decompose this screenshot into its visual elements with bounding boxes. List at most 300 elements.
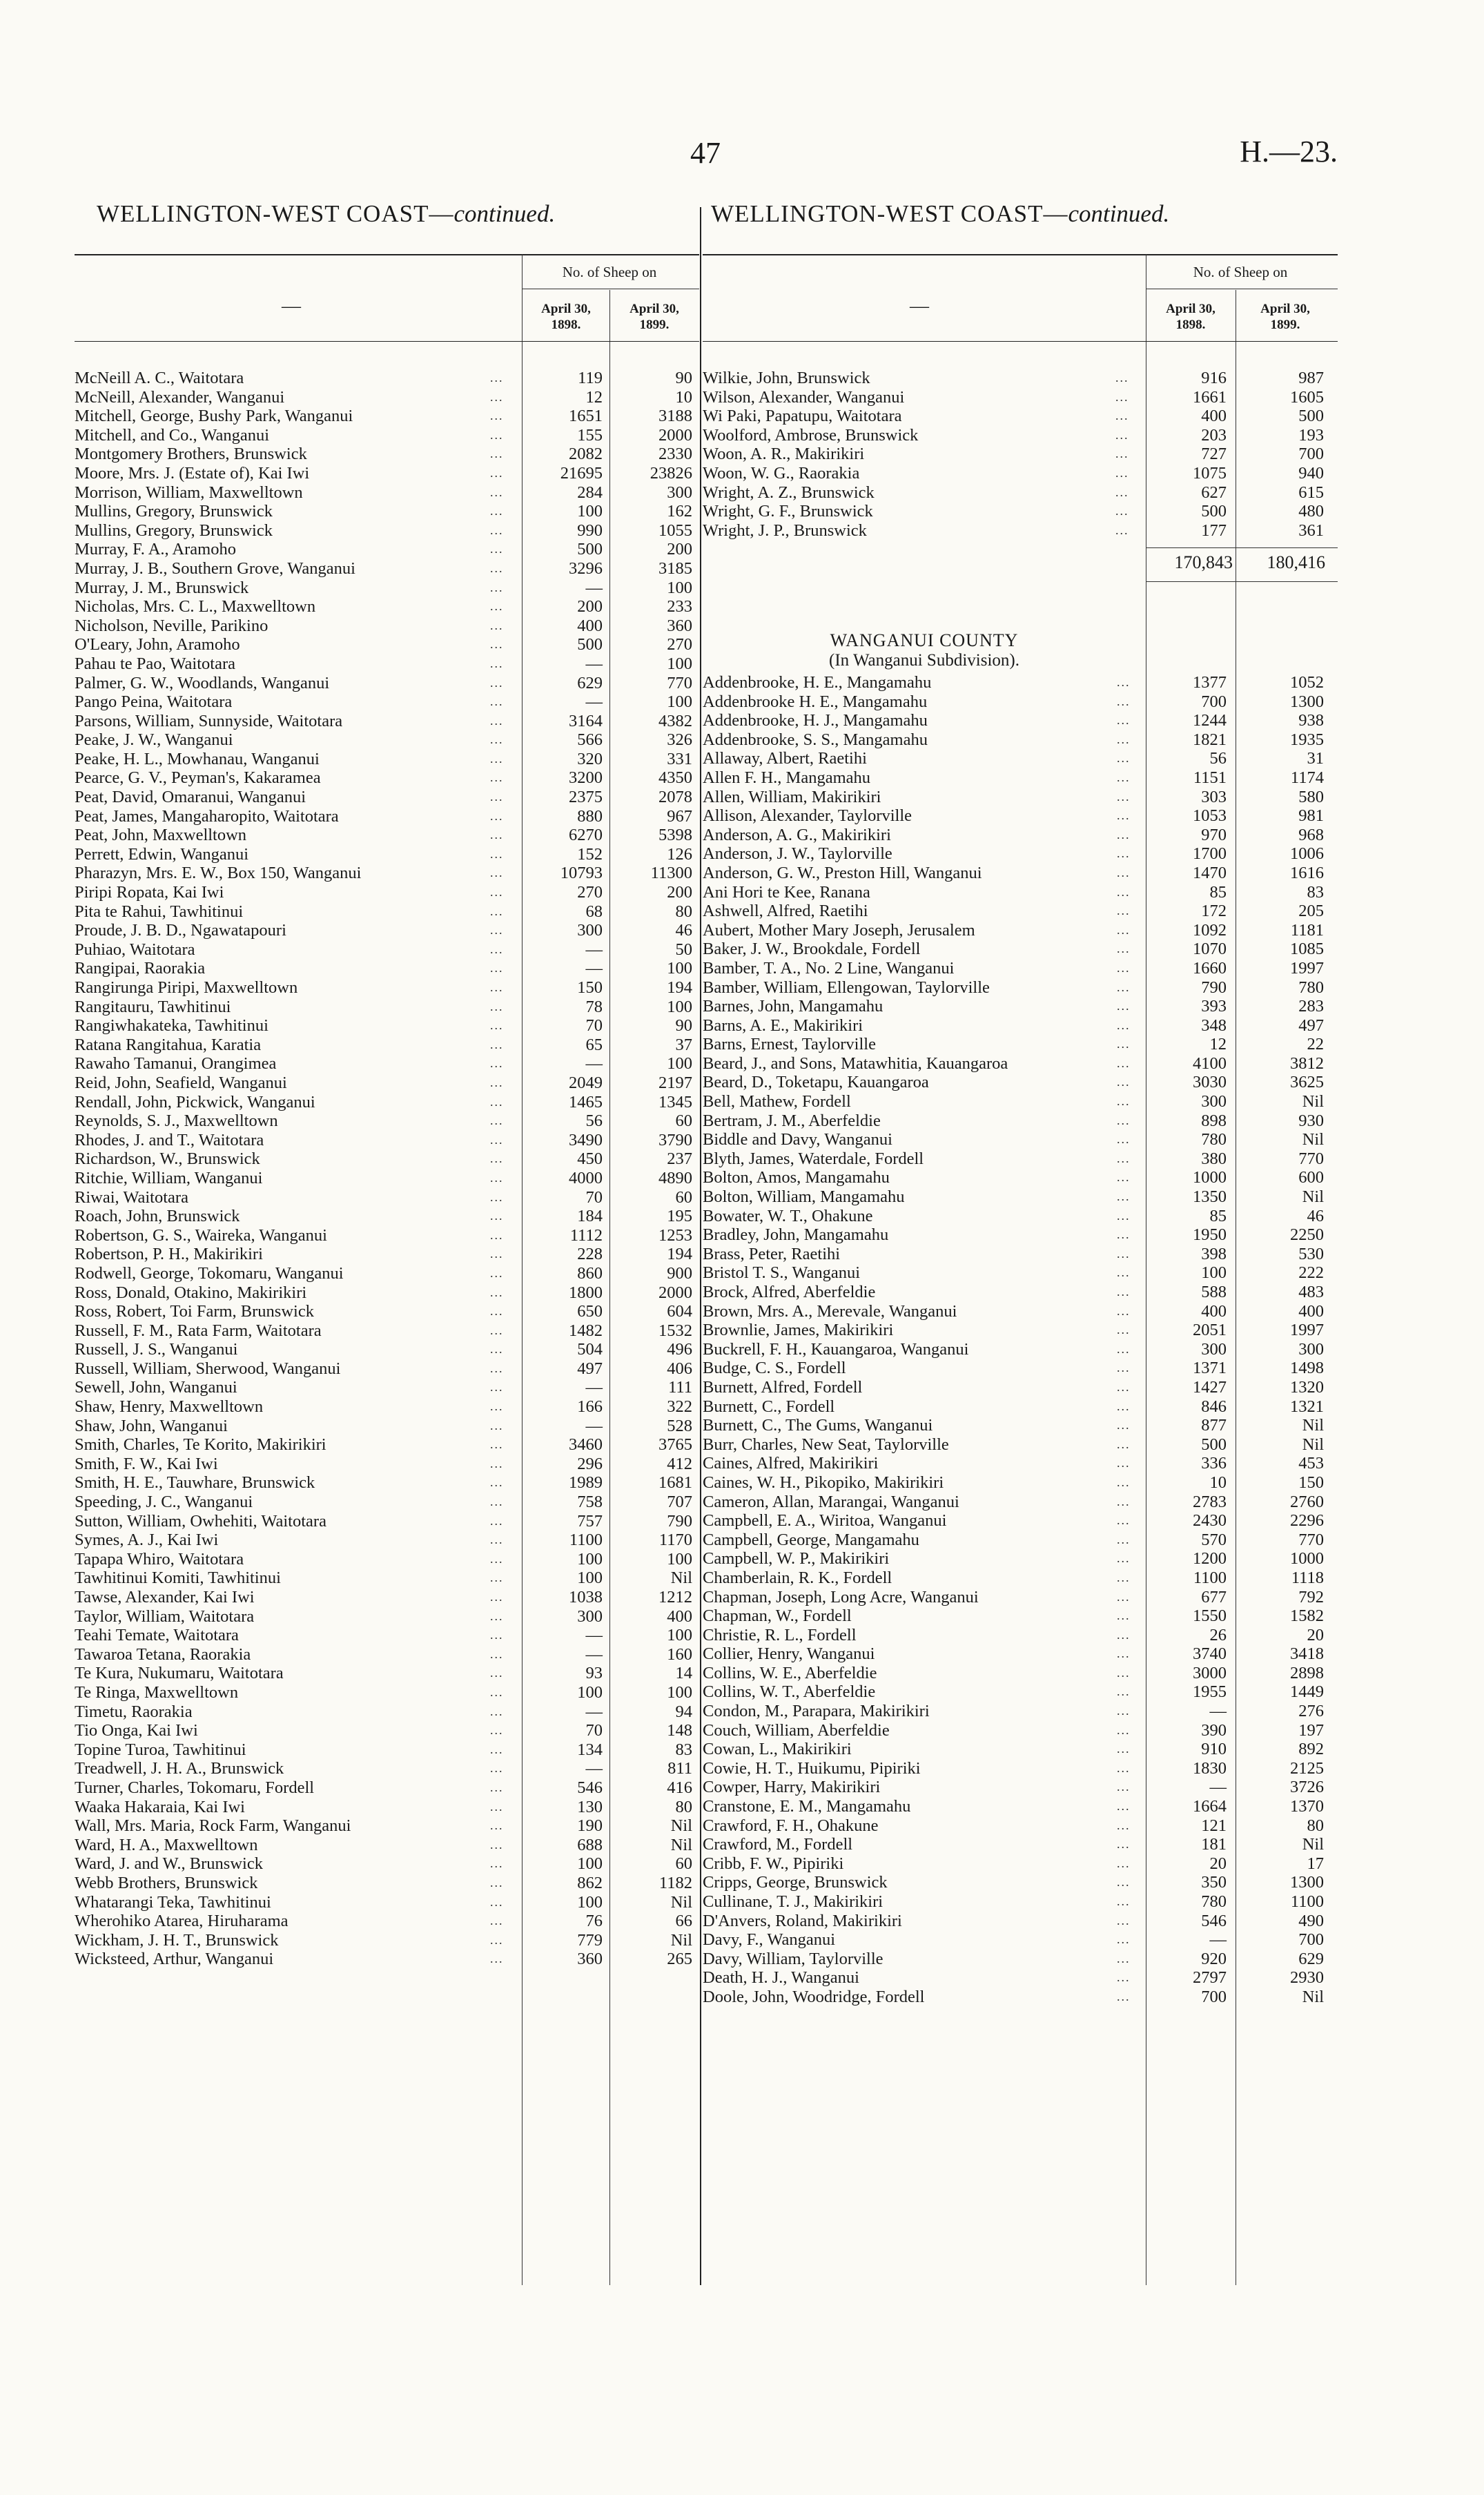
sheep-1899: 83 bbox=[675, 1740, 692, 1759]
owner-name: Taylor, William, Waitotara bbox=[75, 1606, 255, 1626]
owner-name: Condon, M., Parapara, Makirikiri bbox=[703, 1702, 930, 1721]
right-heading bbox=[711, 200, 1169, 228]
table-row bbox=[75, 597, 699, 617]
sheep-1899: 2000 bbox=[658, 1283, 692, 1302]
sheep-1899: 237 bbox=[667, 1149, 692, 1169]
table-row bbox=[703, 1950, 1338, 1969]
sheep-1899: 17 bbox=[1307, 1854, 1324, 1873]
sheep-1898: 78 bbox=[585, 997, 603, 1016]
leader-dots: ... bbox=[490, 1209, 504, 1223]
owner-name: Davy, William, Taylorville bbox=[703, 1949, 883, 1968]
table-row bbox=[703, 388, 1338, 407]
sheep-1899: 22 bbox=[1307, 1035, 1324, 1054]
right-total-1898: 170,843 bbox=[1174, 552, 1233, 572]
left-heading bbox=[97, 200, 555, 228]
owner-name: Ward, H. A., Maxwelltown bbox=[75, 1835, 258, 1854]
table-row bbox=[75, 1626, 699, 1645]
owner-name: Smith, F. W., Kai Iwi bbox=[75, 1454, 218, 1473]
table-row bbox=[703, 1778, 1338, 1797]
owner-name: Rhodes, J. and T., Waitotara bbox=[75, 1130, 264, 1149]
owner-name: Parsons, William, Sunnyside, Waitotara bbox=[75, 711, 343, 730]
owner-name: Wicksteed, Arthur, Wanganui bbox=[75, 1950, 274, 1969]
sheep-1898: 780 bbox=[1201, 1130, 1227, 1149]
leader-dots: ... bbox=[490, 1894, 504, 1909]
owner-name: Rangitauru, Tawhitinui bbox=[75, 997, 231, 1016]
sheep-1899: 3790 bbox=[658, 1130, 692, 1149]
leader-dots: ... bbox=[1117, 808, 1131, 823]
sheep-1899: 1321 bbox=[1290, 1397, 1324, 1416]
right-header-dash: — bbox=[910, 295, 929, 317]
sheep-1898: — bbox=[585, 1644, 603, 1664]
sheep-1898: 12 bbox=[585, 387, 603, 407]
sheep-1898: 860 bbox=[577, 1263, 603, 1283]
sheep-1899: 300 bbox=[667, 483, 692, 502]
leader-dots: ... bbox=[1117, 827, 1131, 842]
table-row bbox=[703, 1606, 1338, 1626]
owner-name: Collier, Henry, Wanganui bbox=[703, 1644, 875, 1664]
sheep-1899: 90 bbox=[675, 1016, 692, 1036]
table-row bbox=[75, 1874, 699, 1893]
owner-name: Ross, Donald, Otakino, Makirikiri bbox=[75, 1283, 307, 1302]
owner-name: Tawhitinui Komiti, Tawhitinui bbox=[75, 1569, 281, 1588]
leader-dots: ... bbox=[490, 1628, 504, 1642]
sheep-1898: 910 bbox=[1201, 1740, 1227, 1759]
left-table bbox=[75, 254, 699, 2491]
owner-name: Brownlie, James, Makirikiri bbox=[703, 1321, 894, 1340]
table-row bbox=[75, 1550, 699, 1569]
sheep-1899: 811 bbox=[667, 1759, 692, 1778]
sheep-1899: 770 bbox=[667, 673, 692, 692]
owner-name: Russell, F. M., Rata Farm, Waitotara bbox=[75, 1321, 322, 1340]
owner-name: Anderson, G. W., Preston Hill, Wanganui bbox=[703, 863, 982, 882]
owner-name: Bristol T. S., Wanganui bbox=[703, 1263, 861, 1283]
owner-name: Ward, J. and W., Brunswick bbox=[75, 1854, 263, 1874]
leader-dots: ... bbox=[1117, 1818, 1131, 1832]
sheep-1899: 14 bbox=[675, 1664, 692, 1683]
leader-dots: ... bbox=[490, 1323, 504, 1337]
leader-dots: ... bbox=[1117, 1265, 1131, 1280]
sheep-1898: 916 bbox=[1201, 369, 1227, 387]
leader-dots: ... bbox=[1117, 694, 1131, 708]
sheep-1898: 300 bbox=[577, 921, 603, 940]
table-row bbox=[703, 1759, 1338, 1778]
sheep-1898: — bbox=[585, 959, 603, 978]
sheep-1898: 727 bbox=[1201, 445, 1227, 464]
left-heading-italic: continued. bbox=[453, 200, 556, 227]
leader-dots: ... bbox=[1117, 922, 1131, 937]
owner-name: O'Leary, John, Aramoho bbox=[75, 635, 240, 654]
table-row bbox=[75, 1854, 699, 1874]
table-row bbox=[703, 1187, 1338, 1207]
sheep-1899: 1212 bbox=[658, 1588, 692, 1606]
leader-dots: ... bbox=[490, 1818, 504, 1833]
sheep-1899: Nil bbox=[1302, 1435, 1324, 1454]
sheep-1898: 284 bbox=[577, 483, 603, 502]
leader-dots: ... bbox=[490, 465, 504, 480]
leader-dots: ... bbox=[490, 1780, 504, 1794]
table-row bbox=[703, 1912, 1338, 1931]
leader-dots: ... bbox=[490, 1114, 504, 1128]
table-row bbox=[703, 1035, 1338, 1054]
leader-dots: ... bbox=[490, 1685, 504, 1699]
table-row bbox=[75, 768, 699, 788]
sheep-1899: 10 bbox=[675, 387, 692, 407]
table-row bbox=[75, 540, 699, 559]
sheep-1899: 80 bbox=[675, 902, 692, 921]
table-row bbox=[75, 1302, 699, 1321]
table-row bbox=[75, 1607, 699, 1627]
table-row bbox=[703, 1531, 1338, 1550]
sheep-1898: 100 bbox=[577, 1892, 603, 1912]
sheep-1899: Nil bbox=[1302, 1130, 1324, 1149]
sheep-1898: 500 bbox=[577, 635, 603, 654]
sheep-1898: 1955 bbox=[1193, 1682, 1227, 1702]
table-row bbox=[703, 749, 1338, 768]
sheep-1898: — bbox=[1209, 1930, 1227, 1950]
sheep-1899: 66 bbox=[675, 1912, 692, 1931]
sheep-1899: 11300 bbox=[650, 864, 692, 883]
sheep-1898: 390 bbox=[1201, 1720, 1227, 1740]
leader-dots: ... bbox=[490, 808, 504, 823]
table-row bbox=[703, 407, 1338, 426]
leader-dots: ... bbox=[490, 1551, 504, 1566]
leader-dots: ... bbox=[1117, 1190, 1131, 1204]
sheep-1899: Nil bbox=[1302, 1092, 1324, 1111]
sheep-1899: Nil bbox=[670, 1569, 692, 1588]
table-row bbox=[703, 806, 1338, 826]
sheep-1899: 60 bbox=[675, 1187, 692, 1207]
leader-dots: ... bbox=[1117, 1361, 1131, 1375]
sheep-1898: 1427 bbox=[1193, 1377, 1227, 1397]
sheep-1899: 31 bbox=[1307, 749, 1324, 768]
table-row bbox=[703, 521, 1338, 541]
right-header-col1: April 30, 1898. bbox=[1166, 302, 1215, 332]
table-row bbox=[75, 502, 699, 521]
owner-name: Blyth, James, Waterdale, Fordell bbox=[703, 1149, 924, 1168]
table-row bbox=[703, 1682, 1338, 1702]
owner-name: Moore, Mrs. J. (Estate of), Kai Iwi bbox=[75, 463, 310, 483]
sheep-1898: 3460 bbox=[569, 1435, 603, 1455]
sheep-1899: 981 bbox=[1298, 806, 1324, 826]
sheep-1898: 20 bbox=[1209, 1854, 1227, 1873]
sheep-1899: 3625 bbox=[1290, 1073, 1324, 1092]
sheep-1899: 416 bbox=[667, 1778, 692, 1797]
owner-name: Cripps, George, Brunswick bbox=[703, 1873, 888, 1892]
sheep-1898: 56 bbox=[1209, 749, 1227, 768]
table-row bbox=[75, 1931, 699, 1950]
right-header-rule-bottom bbox=[703, 341, 1338, 342]
owner-name: Addenbrooke H. E., Mangamahu bbox=[703, 692, 928, 711]
table-row bbox=[703, 768, 1338, 788]
leader-dots: ... bbox=[490, 1094, 504, 1109]
sheep-1899: 1052 bbox=[1290, 673, 1324, 692]
sheep-1898: 134 bbox=[577, 1740, 603, 1759]
sheep-1899: Nil bbox=[670, 1892, 692, 1912]
table-row bbox=[75, 1493, 699, 1512]
leader-dots: ... bbox=[490, 1265, 504, 1280]
owner-name: Chapman, W., Fordell bbox=[703, 1606, 852, 1626]
sheep-1898: 3740 bbox=[1193, 1644, 1227, 1664]
sheep-1899: 265 bbox=[667, 1950, 692, 1969]
leader-dots: ... bbox=[490, 1533, 504, 1547]
table-row bbox=[703, 1111, 1338, 1131]
leader-dots: ... bbox=[490, 713, 504, 728]
sheep-1898: 1821 bbox=[1193, 730, 1227, 749]
table-row bbox=[75, 1397, 699, 1417]
sheep-1899: 37 bbox=[675, 1035, 692, 1054]
owner-name: Topine Turoa, Tawhitinui bbox=[75, 1740, 246, 1759]
sheep-1899: 205 bbox=[1298, 902, 1324, 921]
owner-name: Barns, A. E., Makirikiri bbox=[703, 1016, 863, 1035]
table-row bbox=[75, 902, 699, 922]
owner-name: Mitchell, and Co., Wanganui bbox=[75, 425, 270, 445]
leader-dots: ... bbox=[1115, 447, 1129, 461]
sheep-1898: 2783 bbox=[1193, 1492, 1227, 1511]
sheep-1899: 194 bbox=[667, 978, 692, 997]
sheep-1899: 940 bbox=[1298, 463, 1324, 483]
table-row bbox=[75, 635, 699, 654]
column-divider bbox=[700, 207, 701, 2285]
sheep-1899: 968 bbox=[1298, 825, 1324, 844]
sheep-1899: 792 bbox=[1298, 1587, 1324, 1606]
sheep-1898: 779 bbox=[577, 1930, 603, 1950]
sheep-1898: — bbox=[585, 1702, 603, 1721]
leader-dots: ... bbox=[1117, 865, 1131, 880]
sheep-1899: 100 bbox=[667, 1682, 692, 1702]
sheep-1899: 3726 bbox=[1290, 1778, 1324, 1797]
owner-name: Campbell, George, Mangamahu bbox=[703, 1530, 919, 1549]
owner-name: Buckrell, F. H., Kauangaroa, Wanganui bbox=[703, 1339, 969, 1359]
sheep-1899: 453 bbox=[1298, 1454, 1324, 1473]
owner-name: Montgomery Brothers, Brunswick bbox=[75, 445, 307, 464]
table-row bbox=[703, 788, 1338, 807]
sheep-1898: 1053 bbox=[1193, 806, 1227, 826]
sheep-1899: 480 bbox=[1298, 502, 1324, 521]
owner-name: Sutton, William, Owhehiti, Waitotara bbox=[75, 1511, 326, 1531]
table-row bbox=[703, 1797, 1338, 1816]
sheep-1898: 270 bbox=[577, 883, 603, 902]
table-row bbox=[75, 388, 699, 407]
sheep-1899: 1449 bbox=[1290, 1682, 1324, 1702]
owner-name: Bolton, William, Mangamahu bbox=[703, 1187, 905, 1207]
left-rows bbox=[75, 369, 699, 1969]
sheep-1899: 50 bbox=[675, 940, 692, 959]
sheep-1899: 1935 bbox=[1290, 730, 1324, 749]
leader-dots: ... bbox=[490, 790, 504, 804]
sheep-1899: 2330 bbox=[658, 445, 692, 464]
county-title: WANGANUI COUNTY bbox=[830, 630, 1019, 650]
sheep-1899: 20 bbox=[1307, 1625, 1324, 1644]
sheep-1899: 490 bbox=[1298, 1911, 1324, 1930]
sheep-1898: 2797 bbox=[1193, 1968, 1227, 1988]
owner-name: Russell, J. S., Wanganui bbox=[75, 1340, 238, 1359]
owner-name: Rangipai, Raorakia bbox=[75, 959, 206, 978]
sheep-1899: 1174 bbox=[1290, 768, 1324, 787]
owner-name: Wright, J. P., Brunswick bbox=[703, 521, 867, 540]
owner-name: Perrett, Edwin, Wanganui bbox=[75, 844, 249, 864]
leader-dots: ... bbox=[1117, 1570, 1131, 1584]
sheep-1899: Nil bbox=[670, 1930, 692, 1950]
sheep-1898: 203 bbox=[1201, 425, 1227, 445]
table-row bbox=[703, 940, 1338, 959]
leader-dots: ... bbox=[1117, 1094, 1131, 1109]
leader-dots: ... bbox=[1117, 732, 1131, 746]
sheep-1898: 546 bbox=[1201, 1911, 1227, 1930]
table-row bbox=[75, 1207, 699, 1226]
owner-name: Budge, C. S., Fordell bbox=[703, 1359, 846, 1378]
leader-dots: ... bbox=[1117, 1685, 1131, 1699]
leader-dots: ... bbox=[1117, 1418, 1131, 1433]
sheep-1898: 846 bbox=[1201, 1397, 1227, 1416]
table-row bbox=[75, 1417, 699, 1436]
sheep-1899: 892 bbox=[1298, 1740, 1324, 1759]
leader-dots: ... bbox=[490, 1513, 504, 1528]
table-row bbox=[75, 1016, 699, 1036]
owner-name: Palmer, G. W., Woodlands, Wanganui bbox=[75, 673, 330, 692]
sheep-1899: 233 bbox=[667, 597, 692, 617]
owner-name: Murray, F. A., Aramoho bbox=[75, 540, 236, 559]
right-rows bbox=[703, 673, 1338, 2007]
sheep-1899: 194 bbox=[667, 1245, 692, 1264]
table-row bbox=[703, 445, 1338, 464]
sheep-1899: 3812 bbox=[1290, 1054, 1324, 1073]
owner-name: Reid, John, Seafield, Wanganui bbox=[75, 1073, 287, 1092]
sheep-1899: 400 bbox=[667, 1606, 692, 1626]
sheep-1899: 780 bbox=[1298, 978, 1324, 997]
sheep-1898: 1989 bbox=[569, 1473, 603, 1493]
table-row bbox=[703, 921, 1338, 940]
sheep-1898: 570 bbox=[1201, 1530, 1227, 1549]
sheep-1898: 629 bbox=[577, 673, 603, 692]
sheep-1899: 222 bbox=[1298, 1263, 1324, 1283]
owner-name: Collins, W. T., Aberfeldie bbox=[703, 1682, 876, 1702]
sheep-1898: 566 bbox=[577, 730, 603, 750]
table-row bbox=[703, 1569, 1338, 1588]
owner-name: Mullins, Gregory, Brunswick bbox=[75, 521, 273, 540]
owner-name: Bertram, J. M., Aberfeldie bbox=[703, 1111, 881, 1130]
sheep-1898: 348 bbox=[1201, 1016, 1227, 1035]
right-rows-top bbox=[703, 369, 1338, 540]
sheep-1899: 790 bbox=[667, 1511, 692, 1531]
sheep-1898: 1200 bbox=[1193, 1549, 1227, 1569]
owner-name: Bamber, William, Ellengowan, Taylorville bbox=[703, 978, 990, 997]
sheep-1899: 2760 bbox=[1290, 1492, 1324, 1511]
owner-name: Cullinane, T. J., Makirikiri bbox=[703, 1892, 883, 1911]
sheep-1899: 1182 bbox=[658, 1873, 692, 1892]
table-row bbox=[75, 807, 699, 826]
sheep-1898: — bbox=[585, 1378, 603, 1397]
leader-dots: ... bbox=[490, 1361, 504, 1375]
table-row bbox=[703, 1054, 1338, 1074]
sheep-1898: 166 bbox=[577, 1397, 603, 1417]
table-row bbox=[703, 1263, 1338, 1283]
owner-name: Woon, A. R., Makirikiri bbox=[703, 445, 865, 464]
sheep-1898: 588 bbox=[1201, 1283, 1227, 1301]
leader-dots: ... bbox=[490, 1704, 504, 1718]
owner-name: Richardson, W., Brunswick bbox=[75, 1149, 260, 1169]
table-row bbox=[75, 1683, 699, 1702]
leader-dots: ... bbox=[1117, 1799, 1131, 1814]
right-table bbox=[703, 254, 1338, 2491]
right-header-group: No. of Sheep on bbox=[1193, 264, 1288, 280]
sheep-1899: 3185 bbox=[658, 559, 692, 578]
sheep-1898: 450 bbox=[577, 1149, 603, 1169]
sheep-1898: 1664 bbox=[1193, 1797, 1227, 1816]
sheep-1899: 500 bbox=[1298, 407, 1324, 426]
sheep-1899: 4890 bbox=[658, 1168, 692, 1187]
table-row bbox=[703, 1511, 1338, 1531]
sheep-1899: 604 bbox=[667, 1302, 692, 1321]
sheep-1899: 3188 bbox=[658, 407, 692, 426]
owner-name: Tawaroa Tetana, Raorakia bbox=[75, 1644, 251, 1664]
leader-dots: ... bbox=[1117, 884, 1131, 899]
leader-dots: ... bbox=[1117, 1056, 1131, 1070]
sheep-1899: 100 bbox=[667, 1626, 692, 1645]
owner-name: Anderson, A. G., Makirikiri bbox=[703, 825, 891, 844]
leader-dots: ... bbox=[1115, 465, 1129, 480]
sheep-1898: 100 bbox=[577, 1854, 603, 1874]
table-row bbox=[75, 407, 699, 426]
sheep-1899: 900 bbox=[667, 1263, 692, 1283]
owner-name: Ratana Rangitahua, Karatia bbox=[75, 1035, 262, 1054]
owner-name: Symes, A. J., Kai Iwi bbox=[75, 1531, 219, 1550]
owner-name: Wall, Mrs. Maria, Rock Farm, Wanganui bbox=[75, 1816, 351, 1836]
owner-name: Aubert, Mother Mary Joseph, Jerusalem bbox=[703, 920, 975, 940]
leader-dots: ... bbox=[1117, 1399, 1131, 1413]
sheep-1898: — bbox=[1209, 1778, 1227, 1797]
leader-dots: ... bbox=[490, 523, 504, 537]
leader-dots: ... bbox=[490, 1475, 504, 1490]
left-header-dash: — bbox=[282, 295, 301, 317]
leader-dots: ... bbox=[490, 1342, 504, 1357]
table-row bbox=[703, 1302, 1338, 1321]
sheep-1899: 326 bbox=[667, 730, 692, 750]
owner-name: Collins, W. E., Aberfeldie bbox=[703, 1663, 877, 1682]
sheep-1898: 1470 bbox=[1193, 863, 1227, 882]
sheep-1899: 1616 bbox=[1290, 863, 1324, 882]
sheep-1898: 1661 bbox=[1193, 387, 1227, 407]
owner-name: Speeding, J. C., Wanganui bbox=[75, 1493, 253, 1512]
sheep-1898: 65 bbox=[585, 1035, 603, 1054]
sheep-1898: 700 bbox=[1201, 692, 1227, 711]
sheep-1898: 677 bbox=[1201, 1587, 1227, 1606]
leader-dots: ... bbox=[490, 770, 504, 785]
sheep-1899: 100 bbox=[667, 692, 692, 712]
sheep-1899: 528 bbox=[667, 1416, 692, 1435]
leader-dots: ... bbox=[490, 980, 504, 994]
sheep-1898: 150 bbox=[577, 978, 603, 997]
leader-dots: ... bbox=[490, 751, 504, 766]
sheep-1899: 2930 bbox=[1290, 1968, 1324, 1988]
sheep-1898: — bbox=[585, 1759, 603, 1778]
sheep-1898: 100 bbox=[1201, 1263, 1227, 1283]
leader-dots: ... bbox=[1117, 1665, 1131, 1680]
owner-name: Brock, Alfred, Aberfeldie bbox=[703, 1283, 876, 1301]
sheep-1899: 400 bbox=[1298, 1301, 1324, 1321]
sheep-1898: 70 bbox=[585, 1016, 603, 1036]
owner-name: Allen, William, Makirikiri bbox=[703, 787, 881, 806]
leader-dots: ... bbox=[490, 637, 504, 652]
sheep-1899: 2296 bbox=[1290, 1511, 1324, 1531]
table-row bbox=[75, 998, 699, 1017]
sheep-1899: 1000 bbox=[1290, 1549, 1324, 1569]
sheep-1899: 80 bbox=[675, 1797, 692, 1816]
owner-name: Tawse, Alexander, Kai Iwi bbox=[75, 1588, 255, 1606]
sheep-1898: 500 bbox=[577, 540, 603, 559]
table-row bbox=[75, 1036, 699, 1055]
leader-dots: ... bbox=[1117, 999, 1131, 1013]
leader-dots: ... bbox=[490, 1190, 504, 1204]
